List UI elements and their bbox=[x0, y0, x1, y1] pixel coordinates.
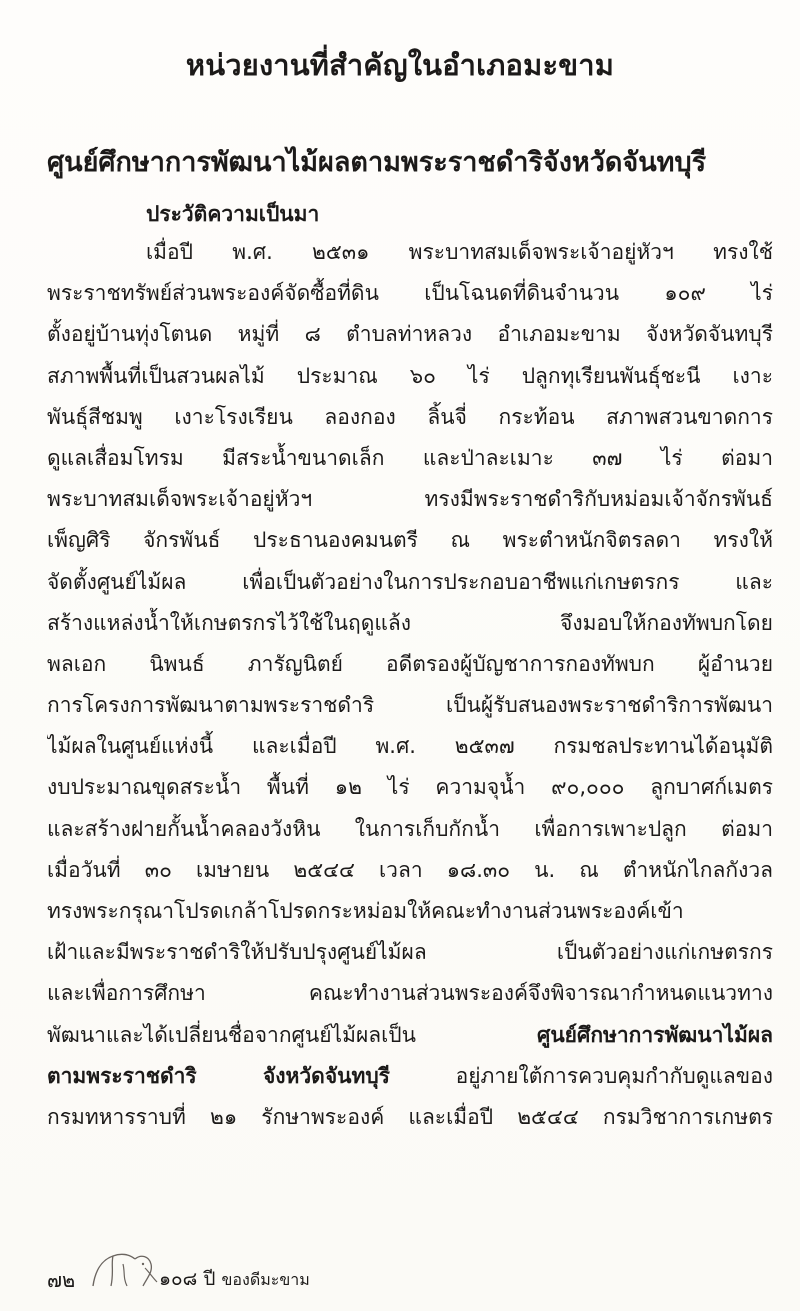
text-segment: พัฒนาและได้เปลี่ยนชื่อจากศูนย์ไม้ผลเป็น bbox=[47, 1022, 537, 1047]
text-line: เมื่อวันที่ ๓๐ เมษายน ๒๕๔๔ เวลา ๑๘.๓๐ น. ณ ตำหนักไกลกังวล bbox=[47, 857, 773, 882]
page-title: หน่วยงานที่สำคัญในอำเภอมะขาม bbox=[185, 48, 615, 82]
page-number: ๗๒ bbox=[47, 1268, 76, 1292]
text-line: พระบาทสมเด็จพระเจ้าอยู่หัวฯ ทรงมีพระราชดำริกับหม่อมเจ้าจักรพันธ์ bbox=[47, 487, 773, 512]
text-line: และสร้างฝายกั้นน้ำคลองวังหิน ในการเก็บกักน้ำ เพื่อการเพาะปลูก ต่อมา bbox=[47, 816, 773, 841]
center-name-bold: ตามพระราชดำริ จังหวัดจันทบุรี bbox=[47, 1063, 390, 1088]
text-line: ดูแลเสื่อมโทรม มีสระน้ำขนาดเล็ก และป่าละเมาะ ๓๗ ไร่ ต่อมา bbox=[47, 445, 773, 470]
text-line: พระราชทรัพย์ส่วนพระองค์จัดซื้อที่ดิน เป็นโฉนดที่ดินจำนวน ๑๐๙ ไร่ bbox=[47, 281, 773, 306]
book-title-number: ๑๐๘ ปี bbox=[159, 1268, 216, 1290]
text-line: งบประมาณขุดสระน้ำ พื้นที่ ๑๒ ไร่ ความจุน้ำ ๙๐,๐๐๐ ลูกบาศก์เมตร bbox=[47, 775, 773, 800]
text-line: พลเอก นิพนธ์ ภารัญนิตย์ อดีตรองผู้บัญชาการกองทัพบก ผู้อำนวย bbox=[47, 651, 773, 676]
text-line: ตั้งอยู่บ้านทุ่งโตนด หมู่ที่ ๘ ตำบลท่าหลวง อำเภอมะขาม จังหวัดจันทบุรี bbox=[47, 322, 773, 347]
text-line: เมื่อปี พ.ศ. ๒๕๓๑ พระบาทสมเด็จพระเจ้าอยู่หัวฯ ทรงใช้ bbox=[146, 240, 773, 264]
center-name-bold: ศูนย์ศึกษาการพัฒนาไม้ผล bbox=[537, 1022, 773, 1047]
text-line: ทรงพระกรุณาโปรดเกล้าโปรดกระหม่อมให้คณะทำงานส่วนพระองค์เข้า bbox=[47, 899, 684, 923]
section-heading: ศูนย์ศึกษาการพัฒนาไม้ผลตามพระราชดำริจังหวัดจันทบุรี bbox=[47, 147, 707, 178]
text-line: สภาพพื้นที่เป็นสวนผลไม้ ประมาณ ๖๐ ไร่ ปลูกทุเรียนพันธุ์ชะนี เงาะ bbox=[47, 363, 773, 388]
text-line: และเพื่อการศึกษา คณะทำงานส่วนพระองค์จึงพิจารณากำหนดแนวทาง bbox=[47, 981, 773, 1006]
text-line: สร้างแหล่งน้ำให้เกษตรกรไว้ใช้ในฤดูแล้ง จึงมอบให้กองทัพบกโดย bbox=[47, 610, 773, 635]
text-line: กรมทหารราบที่ ๒๑ รักษาพระองค์ และเมื่อปี ๒๕๔๔ กรมวิชาการเกษตร bbox=[47, 1104, 773, 1129]
text-line-with-bold bbox=[47, 1015, 773, 1056]
page-footer bbox=[47, 1248, 447, 1298]
text-line: ไม้ผลในศูนย์แห่งนี้ และเมื่อปี พ.ศ. ๒๕๓๗ กรมชลประทานได้อนุมัติ bbox=[47, 734, 773, 759]
subheading: ประวัติความเป็นมา bbox=[146, 202, 320, 226]
text-line: จัดตั้งศูนย์ไม้ผล เพื่อเป็นตัวอย่างในการประกอบอาชีพแก่เกษตรกร และ bbox=[47, 569, 773, 594]
book-title-rest: ของดีมะขาม bbox=[221, 1270, 310, 1289]
text-line: พันธุ์สีชมพู เงาะโรงเรียน ลองกอง ลิ้นจี่ กระท้อน สภาพสวนขาดการ bbox=[47, 404, 773, 429]
book-title bbox=[159, 1264, 310, 1294]
text-segment: อยู่ภายใต้การควบคุมกำกับดูแลของ bbox=[389, 1063, 773, 1088]
body-text bbox=[47, 232, 773, 1138]
elephant-sketch-icon bbox=[87, 1242, 161, 1290]
text-line: เพ็ญศิริ จักรพันธ์ ประธานองคมนตรี ณ พระตำหนักจิตรลดา ทรงให้ bbox=[47, 528, 773, 553]
text-line: เฝ้าและมีพระราชดำริให้ปรับปรุงศูนย์ไม้ผล เป็นตัวอย่างแก่เกษตรกร bbox=[47, 940, 773, 965]
text-line-with-bold bbox=[47, 1056, 773, 1097]
text-line: การโครงการพัฒนาตามพระราชดำริ เป็นผู้รับสนองพระราชดำริการพัฒนา bbox=[47, 693, 773, 718]
